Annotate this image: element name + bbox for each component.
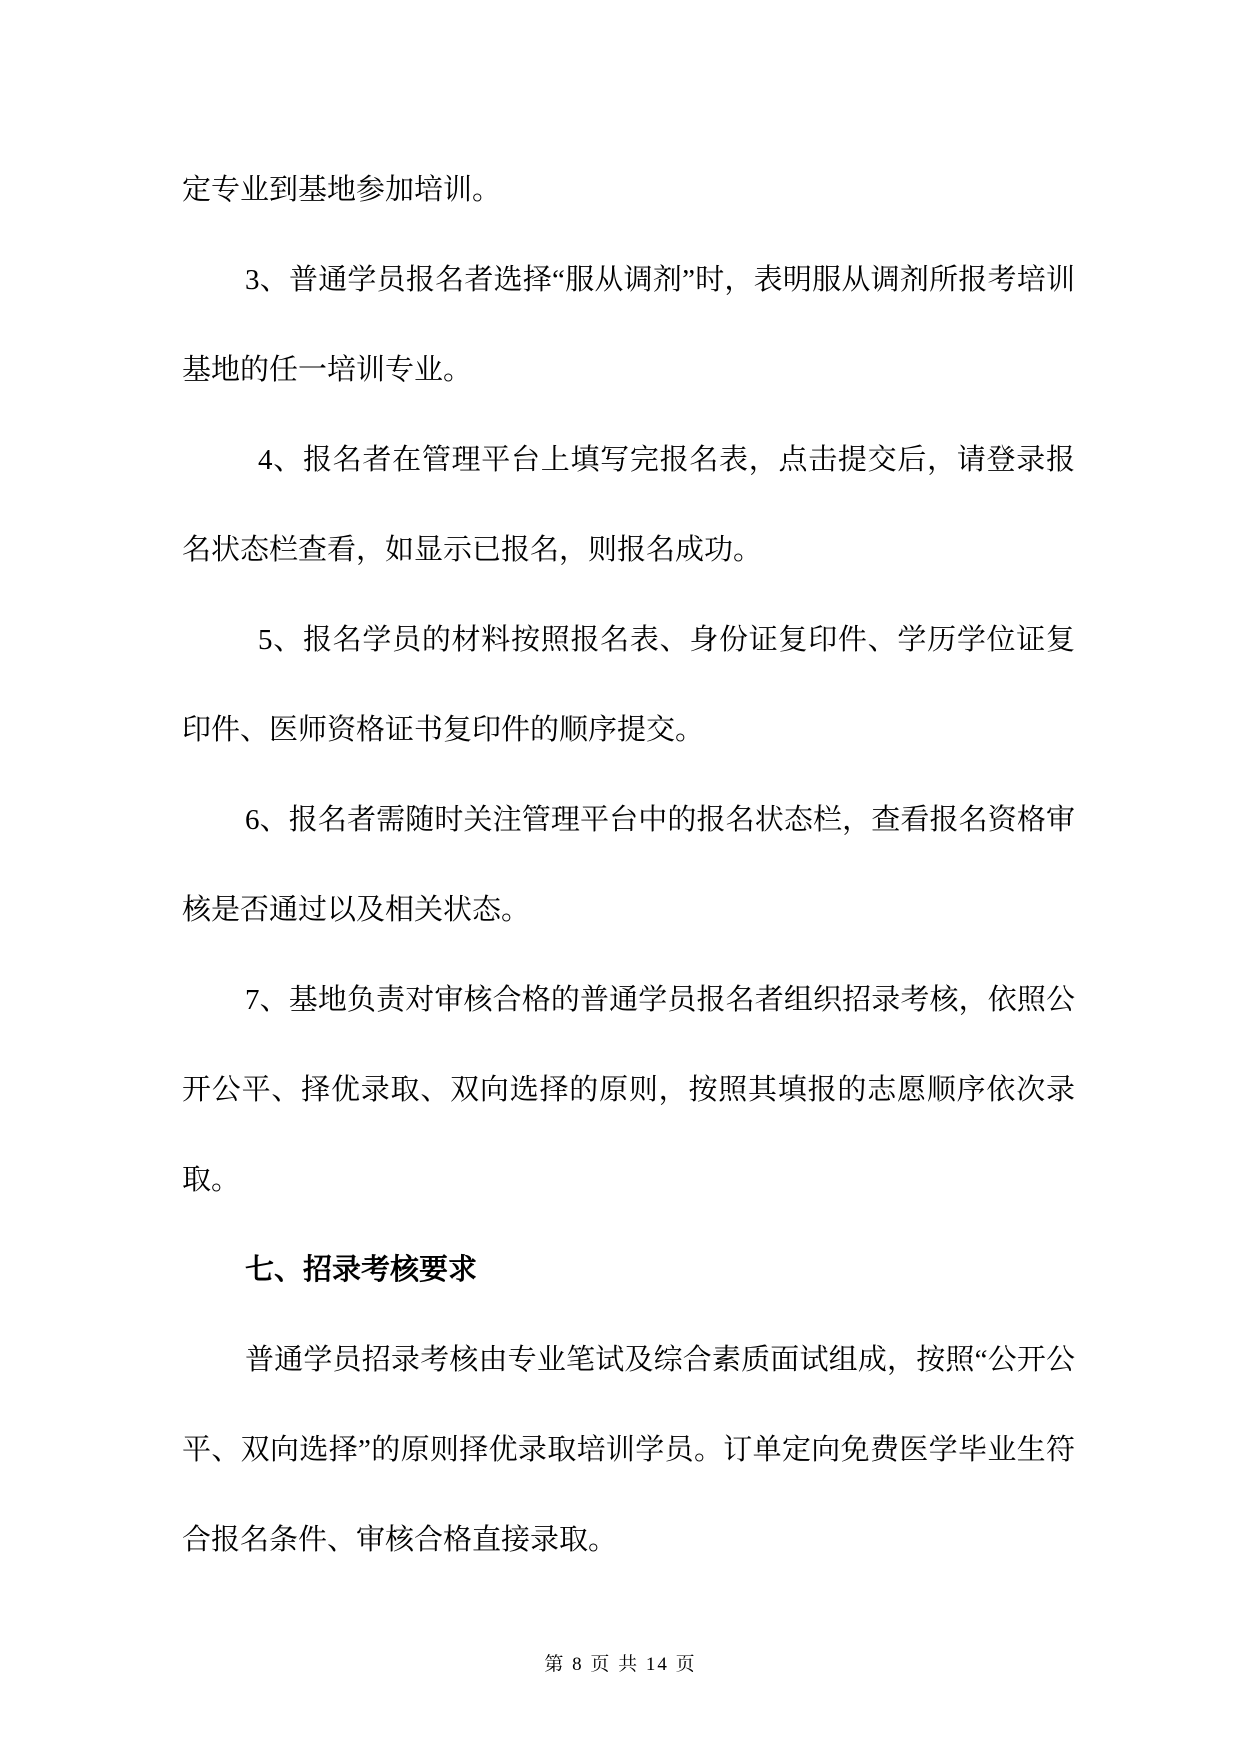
- section-heading: 七、招录考核要求: [245, 1254, 478, 1286]
- page-footer: 第 8 页 共 14 页: [544, 1654, 697, 1675]
- body-paragraph-assessment: 普通学员招录考核由专业笔试及综合素质面试组成，按照“公开公平、双向选择”的原则择优录取培训学员。订单定向免费医学毕业生符合报名条件、审核合格直接录取。: [182, 1344, 1075, 1556]
- numbered-item-5: 5、报名学员的材料按照报名表、身份证复印件、学历学位证复印件、医师资格证书复印件的顺序提交。: [182, 624, 1075, 746]
- document-body: [182, 145, 1075, 1585]
- numbered-item-4: 4、报名者在管理平台上填写完报名表，点击提交后，请登录报名状态栏查看，如显示已报名，则报名成功。: [182, 444, 1075, 566]
- numbered-item-6: 6、报名者需随时关注管理平台中的报名状态栏，查看报名资格审核是否通过以及相关状态。: [182, 804, 1075, 926]
- numbered-item-3: 3、普通学员报名者选择“服从调剂”时，表明服从调剂所报考培训基地的任一培训专业。: [182, 264, 1075, 386]
- paragraph-continuation: 定专业到基地参加培训。: [182, 174, 502, 206]
- numbered-item-7: 7、基地负责对审核合格的普通学员报名者组织招录考核，依照公开公平、择优录取、双向选择的原则，按照其填报的志愿顺序依次录取。: [182, 984, 1075, 1196]
